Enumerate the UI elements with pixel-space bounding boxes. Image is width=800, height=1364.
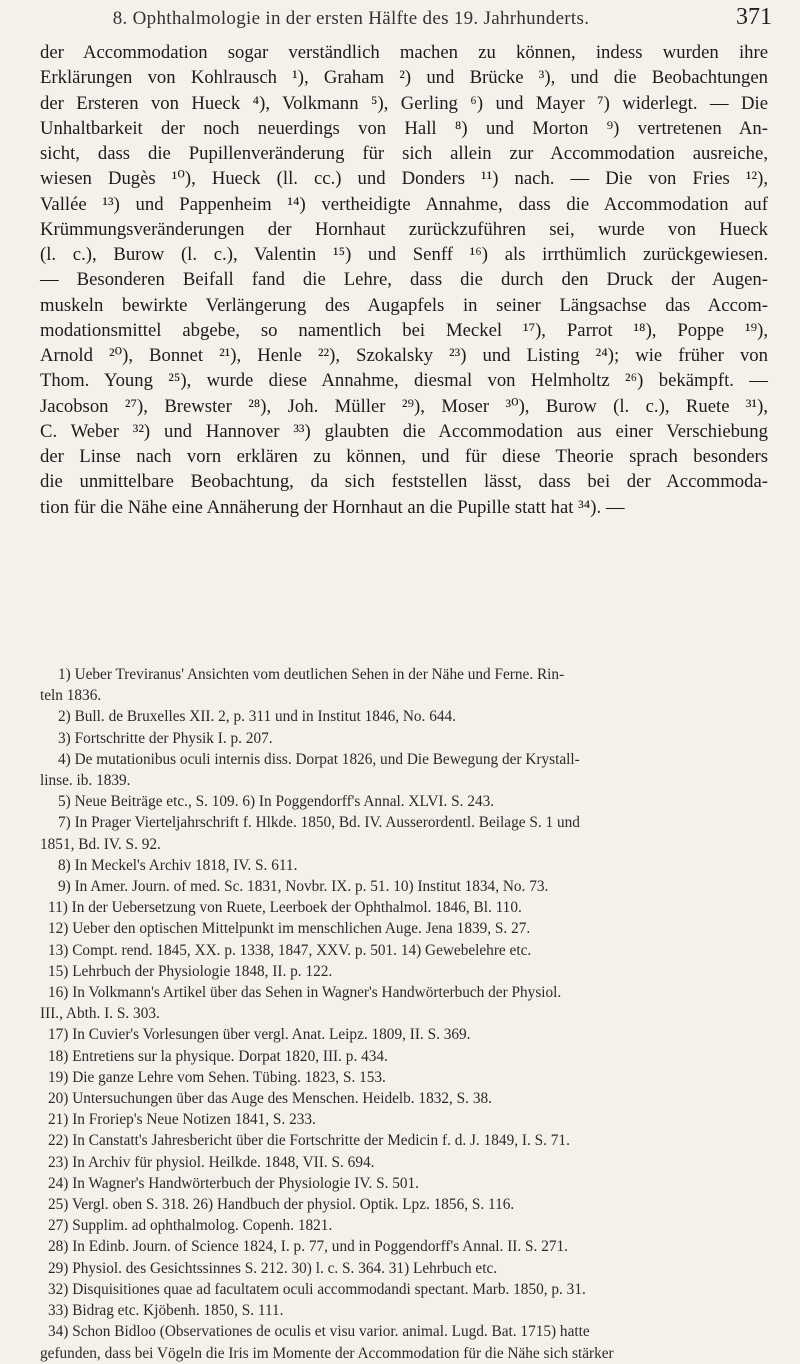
- text-line: der Linse nach vorn erklären zu können, und für diese Theorie sprach besonders: [40, 446, 768, 467]
- footnote-line: 22) In Canstatt's Jahresbericht über die Fortschritte der Medicin f. d. J. 1849, I. S. 71.: [48, 1132, 570, 1150]
- text-line: — Besonderen Beifall fand die Lehre, dass die durch den Druck der Augen-: [40, 269, 768, 291]
- text-line: Erklärungen von Kohlrausch ¹), Graham ²) und Brücke ³), und die Beobachtungen: [40, 67, 768, 89]
- footnote-line: 24) In Wagner's Handwörterbuch der Physiologie IV. S. 501.: [48, 1174, 420, 1192]
- text-line: muskeln bewirkte Verlängerung des Augapfels in seiner Längsachse das Accom-: [40, 294, 768, 316]
- text-line: der Ersteren von Hueck ⁴), Volkmann ⁵), Gerling ⁶) und Mayer ⁷) widerlegt. — Die: [40, 92, 768, 114]
- text-line: Unhaltbarkeit der noch neuerdings von Hall ⁸) und Morton ⁹) vertretenen An-: [40, 117, 768, 139]
- footnote-line: 9) In Amer. Journ. of med. Sc. 1831, Novbr. IX. p. 51. 10) Institut 1834, No. 73.: [58, 878, 549, 896]
- footnote-line: 12) Ueber den optischen Mittelpunkt im menschlichen Auge. Jena 1839, S. 27.: [48, 920, 531, 938]
- footnote-line: 29) Physiol. des Gesichtssinnes S. 212. 30) l. c. S. 364. 31) Lehrbuch etc.: [48, 1259, 498, 1277]
- footnote-line: 33) Bidrag etc. Kjöbenh. 1850, S. 111.: [48, 1302, 284, 1320]
- text-line: Jacobson ²⁷), Brewster ²⁸), Joh. Müller ²⁹), Moser ³⁰), Burow (l. c.), Ruete ³¹),: [40, 395, 768, 417]
- footnote-line: gefunden, dass bei Vögeln die Iris im Momente der Accommodation für die Nähe sich stärker: [40, 1344, 614, 1362]
- main-text-block: [40, 40, 768, 520]
- footnote-line: 1) Ueber Treviranus' Ansichten vom deutlichen Sehen in der Nähe und Ferne. Rin-: [58, 666, 565, 683]
- text-line: (l. c.), Burow (l. c.), Valentin ¹⁵) und Senff ¹⁶) als irrthümlich zurückgewiesen.: [40, 244, 768, 265]
- footnote-line: 2) Bull. de Bruxelles XII. 2, p. 311 und in Institut 1846, No. 644.: [58, 708, 456, 726]
- footnote-line: III., Abth. I. S. 303.: [40, 1005, 160, 1023]
- text-line: die unmittelbare Beobachtung, da sich feststellen lässt, dass bei der Accommoda-: [40, 471, 768, 493]
- running-head-title: 8. Ophthalmologie in der ersten Hälfte des 19. Jahrhunderts.: [112, 8, 590, 29]
- footnote-line: 28) In Edinb. Journ. of Science 1824, I. p. 77, und in Poggendorff's Annal. II. S. 271.: [48, 1238, 568, 1256]
- footnote-line: 4) De mutationibus oculi internis diss. Dorpat 1826, und Die Bewegung der Krystall-: [58, 750, 580, 768]
- footnote-line: 8) In Meckel's Archiv 1818, IV. S. 611.: [58, 856, 298, 874]
- footnote-line: 32) Disquisitiones quae ad facultatem oculi accommodandi spectant. Marb. 1850, p. 31.: [48, 1280, 586, 1298]
- text-line: Krümmungsveränderungen der Hornhaut zurückzuführen sei, wurde von Hueck: [40, 218, 768, 240]
- footnote-line: 17) In Cuvier's Vorlesungen über vergl. Anat. Leipz. 1809, II. S. 369.: [48, 1026, 471, 1044]
- text-line: der Accommodation sogar verständlich machen zu können, indess wurden ihre: [40, 42, 768, 63]
- page-number: 371: [736, 4, 772, 30]
- footnote-line: 34) Schon Bidloo (Observationes de oculis et visu varior. animal. Lugd. Bat. 1715) hatte: [48, 1323, 590, 1341]
- text-line: tion für die Nähe eine Annäherung der Hornhaut an die Pupille statt hat ³⁴). —: [40, 496, 625, 518]
- footnote-line: 13) Compt. rend. 1845, XX. p. 1338, 1847, XXV. p. 501. 14) Gewebelehre etc.: [48, 941, 532, 959]
- text-line: sicht, dass die Pupillenveränderung für sich allein zur Accommodation ausreiche,: [40, 143, 768, 164]
- text-line: Thom. Young ²⁵), wurde diese Annahme, diesmal von Helmholtz ²⁶) bekämpft. —: [40, 370, 768, 392]
- footnote-line: 11) In der Uebersetzung von Ruete, Leerboek der Ophthalmol. 1846, Bl. 110.: [48, 899, 522, 917]
- text-line: Arnold ²⁰), Bonnet ²¹), Henle ²²), Szokalsky ²³) und Listing ²⁴); wie früher von: [40, 345, 768, 366]
- footnote-line: linse. ib. 1839.: [40, 772, 131, 790]
- footnote-line: 3) Fortschritte der Physik I. p. 207.: [58, 729, 273, 747]
- footnote-line: 5) Neue Beiträge etc., S. 109. 6) In Poggendorff's Annal. XLVI. S. 243.: [58, 793, 495, 811]
- footnote-line: 23) In Archiv für physiol. Heilkde. 1848, VII. S. 694.: [48, 1153, 375, 1171]
- footnote-line: 16) In Volkmann's Artikel über das Sehen in Wagner's Handwörterbuch der Physiol.: [48, 984, 562, 1002]
- footnote-line: 7) In Prager Vierteljahrschrift f. Hlkde. 1850, Bd. IV. Ausserordentl. Beilage S. 1 und: [58, 814, 580, 832]
- footnote-line: 25) Vergl. oben S. 318. 26) Handbuch der physiol. Optik. Lpz. 1856, S. 116.: [48, 1196, 515, 1214]
- footnote-line: 19) Die ganze Lehre vom Sehen. Tübing. 1823, S. 153.: [48, 1068, 386, 1086]
- footnote-line: 21) In Froriep's Neue Notizen 1841, S. 233.: [48, 1111, 316, 1129]
- text-line: Vallée ¹³) und Pappenheim ¹⁴) vertheidigte Annahme, dass die Accommodation auf: [40, 193, 768, 215]
- text-line: modationsmittel abgebe, so namentlich bei Meckel ¹⁷), Parrot ¹⁸), Poppe ¹⁹),: [40, 319, 768, 341]
- footnote-line: 15) Lehrbuch der Physiologie 1848, II. p. 122.: [48, 962, 333, 980]
- footnote-line: 27) Supplim. ad ophthalmolog. Copenh. 1821.: [48, 1217, 333, 1235]
- running-head: [40, 2, 772, 36]
- text-line: C. Weber ³²) und Hannover ³³) glaubten die Accommodation aus einer Verschiebung: [40, 420, 768, 442]
- footnote-line: teln 1836.: [40, 687, 102, 705]
- text-line: wiesen Dugès ¹⁰), Hueck (ll. cc.) und Donders ¹¹) nach. — Die von Fries ¹²),: [40, 168, 768, 190]
- footnote-line: 1851, Bd. IV. S. 92.: [40, 835, 161, 853]
- footnote-line: 20) Untersuchungen über das Auge des Menschen. Heidelb. 1832, S. 38.: [48, 1090, 492, 1108]
- footnotes-block: [40, 664, 768, 1364]
- footnote-line: 18) Entretiens sur la physique. Dorpat 1820, III. p. 434.: [48, 1047, 388, 1065]
